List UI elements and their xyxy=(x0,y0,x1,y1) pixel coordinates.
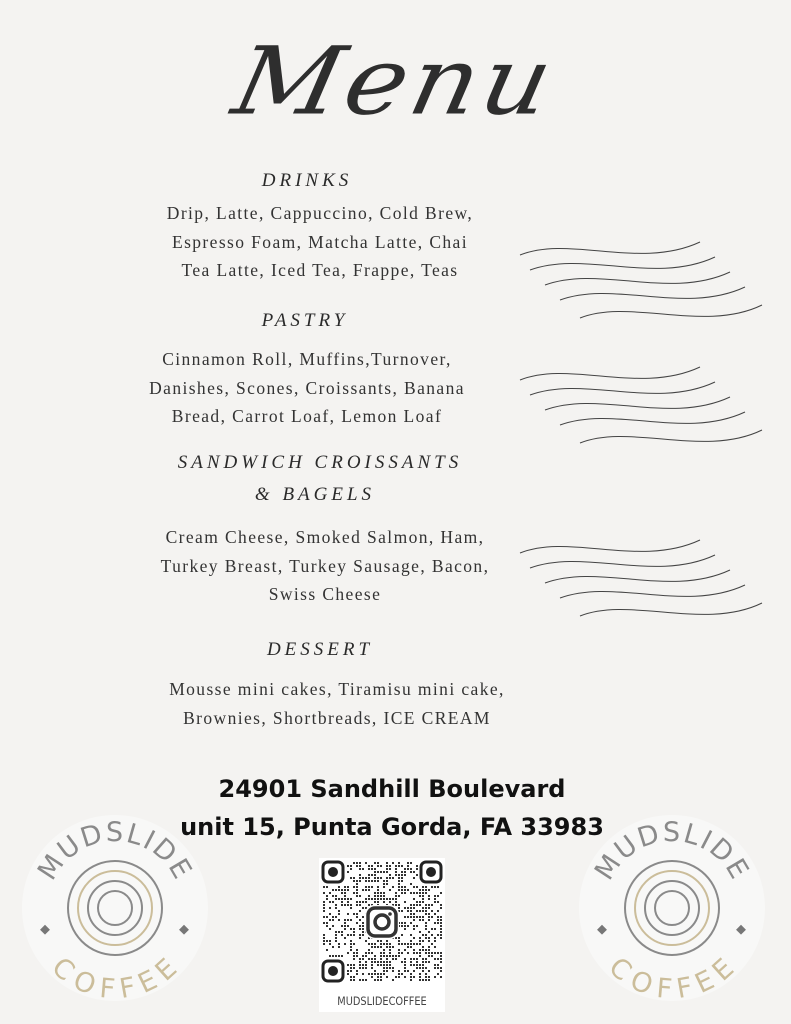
section-heading-pastry: PASTRY xyxy=(261,310,349,331)
section-heading-bagels: & BAGELS xyxy=(254,484,376,505)
section-items-pastry xyxy=(57,345,557,431)
qr-pattern xyxy=(319,858,445,986)
item-line: Brownies, Shortbreads, ICE CREAM xyxy=(183,707,491,728)
item-line: Swiss Cheese xyxy=(268,584,382,604)
item-line: Cream Cheese, Smoked Salmon, Ham, xyxy=(165,527,485,547)
item-line: Cinnamon Roll, Muffins,Turnover, xyxy=(162,349,452,369)
svg-text:MUDSLIDE: MUDSLIDE xyxy=(588,816,756,886)
item-line: Espresso Foam, Matcha Latte, Chai xyxy=(171,231,468,252)
item-line: Mousse mini cakes, Tiramisu mini cake, xyxy=(169,679,505,699)
instagram-qr-code[interactable] xyxy=(319,858,445,1012)
mudslide-coffee-logo-right xyxy=(577,813,767,1003)
item-line: Danishes, Scones, Croissants, Banana xyxy=(149,377,465,398)
mudslide-coffee-logo-left xyxy=(20,813,210,1003)
item-line: Drip, Latte, Cappuccino, Cold Brew, xyxy=(166,203,474,223)
section-heading-drinks: DRINKS xyxy=(261,170,353,191)
section-items-dessert xyxy=(87,675,587,732)
item-line: Bread, Carrot Loaf, Lemon Loaf xyxy=(171,406,443,426)
section-items-drinks xyxy=(70,199,570,285)
decorative-swirl-lines xyxy=(510,230,780,650)
address-line-1: 24901 Sandhill Boulevard xyxy=(218,775,566,803)
menu-title: Menu xyxy=(224,26,566,136)
section-heading-sandwich: SANDWICH CROISSANTS xyxy=(177,452,463,473)
item-line: Tea Latte, Iced Tea, Frappe, Teas xyxy=(181,260,459,280)
section-items-sandwich xyxy=(75,523,575,609)
qr-label: MUDSLIDECOFFEE xyxy=(337,994,427,1008)
svg-text:COFFEE: COFFEE xyxy=(602,951,742,1003)
item-line: Turkey Breast, Turkey Sausage, Bacon, xyxy=(160,555,490,576)
svg-text:COFFEE: COFFEE xyxy=(45,951,185,1003)
svg-text:MUDSLIDE: MUDSLIDE xyxy=(31,816,199,886)
address-line-2: unit 15, Punta Gorda, FA 33983 xyxy=(180,813,604,841)
section-heading-dessert: DESSERT xyxy=(266,639,374,660)
